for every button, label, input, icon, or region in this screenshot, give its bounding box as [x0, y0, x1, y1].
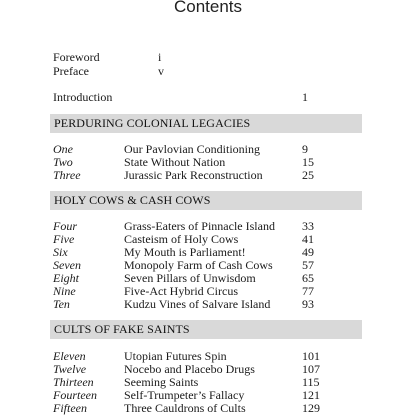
chapter-number: Five — [53, 232, 75, 246]
toc-entry-page: 1 — [302, 90, 308, 104]
chapter-title: Utopian Futures Spin — [124, 349, 227, 363]
chapter-number: Thirteen — [53, 375, 94, 389]
chapter-title: State Without Nation — [124, 155, 226, 169]
section-heading-bar — [50, 320, 362, 339]
section-heading-bar — [50, 114, 362, 133]
chapter-title: Grass-Eaters of Pinnacle Island — [124, 219, 275, 233]
chapter-number: Seven — [53, 258, 81, 272]
chapter-page: 49 — [302, 245, 314, 259]
chapter-title: Three Cauldrons of Cults — [124, 401, 246, 415]
chapter-page: 101 — [302, 349, 320, 363]
toc-entry-title: Introduction — [53, 90, 113, 104]
toc-entry-page: i — [158, 50, 162, 64]
chapter-page: 15 — [302, 155, 314, 169]
page-title: Contents — [173, 0, 243, 16]
chapter-title: Casteism of Holy Cows — [124, 232, 239, 246]
chapter-page: 107 — [302, 362, 320, 376]
chapter-title: Nocebo and Placebo Drugs — [124, 362, 255, 376]
chapter-page: 77 — [302, 284, 314, 298]
chapter-number: Six — [53, 245, 68, 259]
chapter-number: One — [53, 142, 73, 156]
chapter-number: Ten — [53, 297, 70, 311]
chapter-title: Kudzu Vines of Salvare Island — [124, 297, 271, 311]
chapter-number: Fifteen — [53, 401, 87, 415]
chapter-title: Jurassic Park Reconstruction — [124, 168, 263, 182]
chapter-number: Twelve — [53, 362, 87, 376]
chapter-number: Fourteen — [53, 388, 97, 402]
chapter-page: 41 — [302, 232, 314, 246]
chapter-title: Five-Act Hybrid Circus — [124, 284, 238, 298]
chapter-number: Four — [53, 219, 77, 233]
chapter-page: 129 — [302, 401, 320, 415]
toc-entry-title: Preface — [53, 64, 89, 78]
toc-entry — [53, 169, 373, 182]
toc-entry — [53, 402, 373, 415]
chapter-title: Self-Trumpeter’s Fallacy — [124, 388, 245, 402]
chapter-page: 65 — [302, 271, 314, 285]
toc-entry — [53, 363, 373, 376]
section-heading: HOLY COWS & CASH COWS — [54, 193, 211, 207]
toc-entry-foreword — [53, 51, 373, 64]
chapter-number: Two — [53, 155, 73, 169]
chapter-number: Nine — [53, 284, 76, 298]
toc-entry — [53, 298, 373, 311]
chapter-page: 57 — [302, 258, 314, 272]
toc-entry-preface — [53, 65, 373, 78]
toc-entry-title: Foreword — [53, 50, 100, 64]
section-heading-bar — [50, 191, 362, 210]
chapter-title: Seeming Saints — [124, 375, 199, 389]
section-heading: CULTS OF FAKE SAINTS — [54, 322, 190, 336]
chapter-page: 93 — [302, 297, 314, 311]
chapter-page: 121 — [302, 388, 320, 402]
chapter-number: Three — [53, 168, 81, 182]
chapter-title: Monopoly Farm of Cash Cows — [124, 258, 273, 272]
chapter-number: Eight — [53, 271, 79, 285]
toc-entry-introduction — [53, 91, 373, 104]
chapter-title: Our Pavlovian Conditioning — [124, 142, 260, 156]
chapter-number: Eleven — [53, 349, 86, 363]
chapter-title: Seven Pillars of Unwisdom — [124, 271, 256, 285]
chapter-page: 25 — [302, 168, 314, 182]
chapter-title: My Mouth is Parliament! — [124, 245, 246, 259]
chapter-page: 33 — [302, 219, 314, 233]
chapter-page: 115 — [302, 375, 320, 389]
chapter-page: 9 — [302, 142, 308, 156]
toc-entry-page: v — [158, 64, 164, 78]
section-heading: PERDURING COLONIAL LEGACIES — [54, 116, 251, 130]
